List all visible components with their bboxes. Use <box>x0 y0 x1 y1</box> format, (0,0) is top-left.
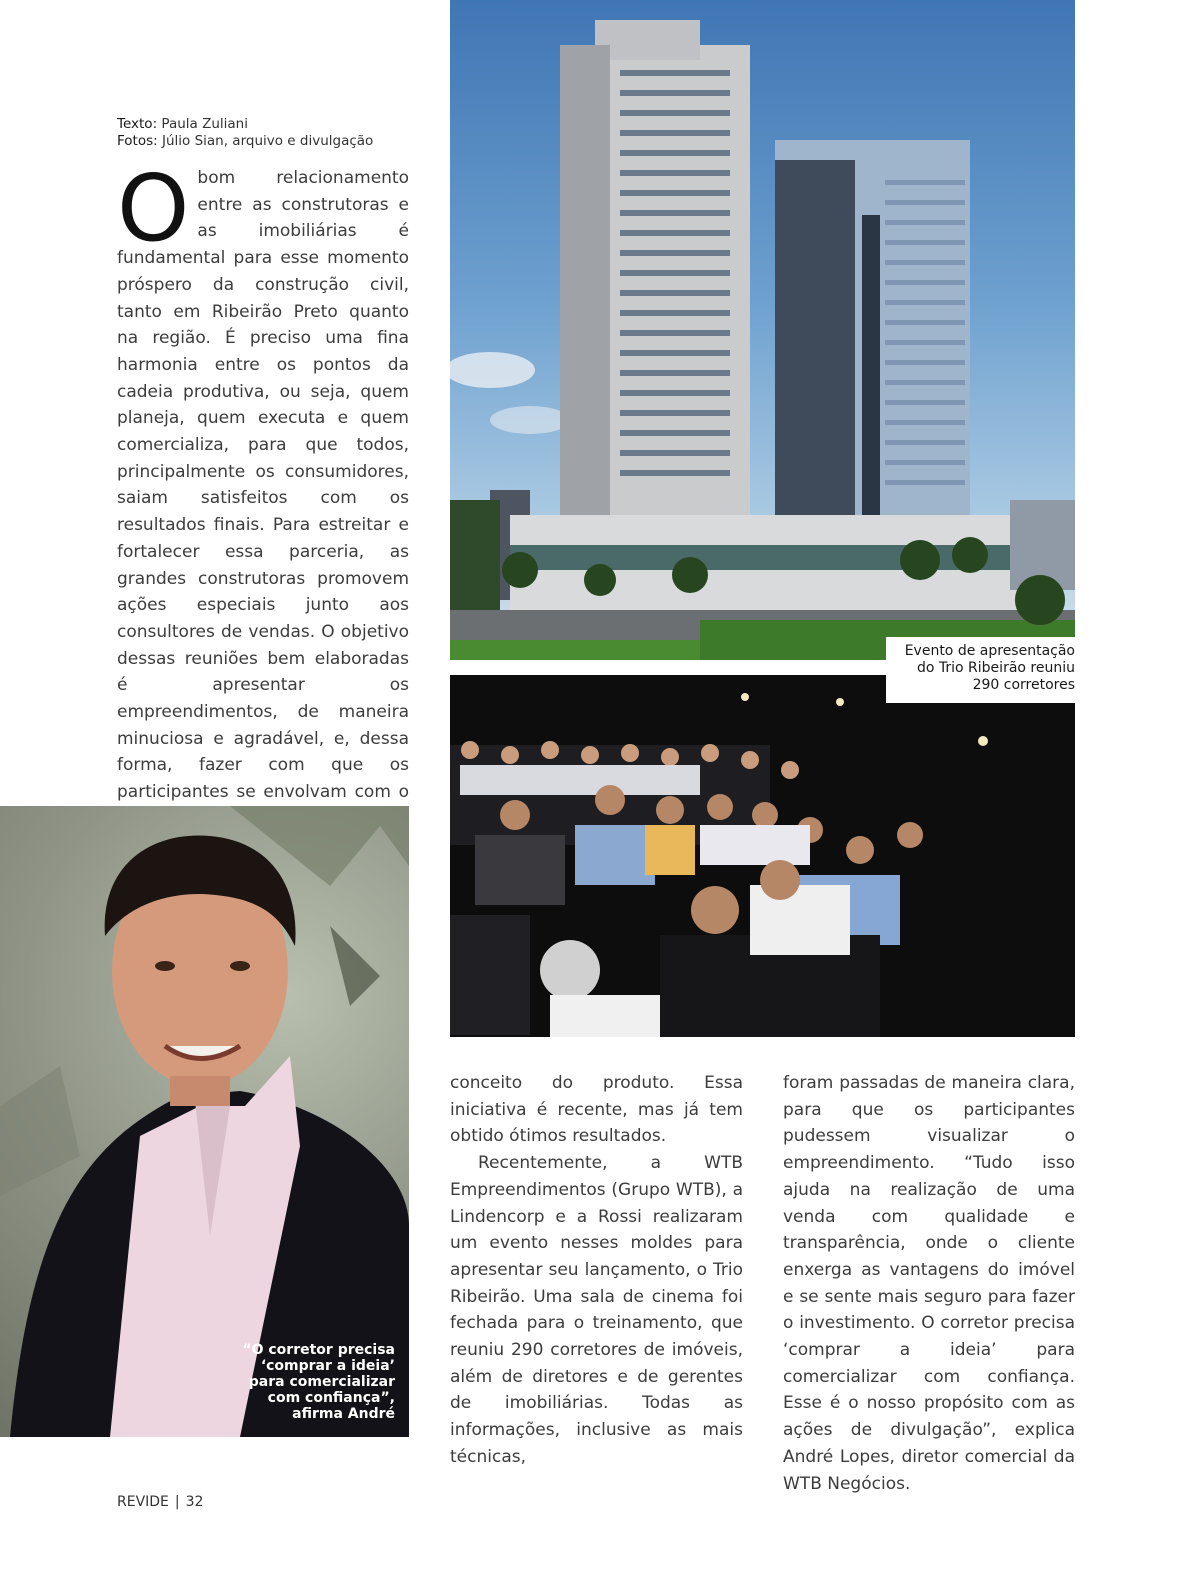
quote-line: para comercializar <box>248 1374 395 1390</box>
magazine-name: REVIDE <box>117 1494 169 1510</box>
article-column-3 <box>783 1070 1075 1497</box>
article-credits <box>117 116 373 150</box>
quote-line: afirma André <box>292 1406 395 1422</box>
photo-credit-label: Fotos: <box>117 133 158 149</box>
footer-separator: | <box>174 1494 180 1510</box>
audience-event-photo <box>450 675 1075 1037</box>
page-footer <box>117 1494 203 1510</box>
page-number: 32 <box>185 1494 204 1510</box>
article-paragraph: Recentemente, a WTB Empreendimentos (Grupo WTB), a Lindencorp e a Rossi realizaram um evento nesses moldes para apresentar seu lançamento, o Trio Ribeirão. Uma sala de cinema foi fechada para o treinamento, que reuniu 290 corretores de imóveis, além de diretores e de gerentes de imobiliárias. Todas as informações, inclusive as mais técnicas, <box>450 1153 743 1467</box>
article-paragraph: foram passadas de maneira clara, para que os participantes pudessem visualizar o empreendimento. “Tudo isso ajuda na realização de uma venda com qualidade e transparência, onde o cliente enxerga as vantagens do imóvel e se sente mais seguro para fazer o investimento. O corretor precisa ‘comprar a ideia’ para comercializar com confiança. Esse é o nosso propósito com as ações de divulgação”, explica André Lopes, diretor comercial da WTB Negócios. <box>783 1073 1075 1494</box>
event-caption <box>890 643 1075 694</box>
article-column-1 <box>117 155 409 833</box>
text-credit <box>117 116 373 133</box>
drop-cap: O <box>117 155 190 262</box>
event-caption-line: 290 corretores <box>972 677 1075 693</box>
text-credit-label: Texto: <box>117 116 158 132</box>
photo-credit-value: Júlio Sian, arquivo e divulgação <box>161 133 374 149</box>
text-credit-value: Paula Zuliani <box>161 116 248 132</box>
quote-line: com confiança”, <box>267 1390 395 1406</box>
quote-line: “O corretor precisa <box>242 1342 395 1358</box>
article-paragraph: conceito do produto. Essa iniciativa é recente, mas já tem obtido ótimos resultados. <box>450 1073 743 1147</box>
photo-credit <box>117 133 373 150</box>
article-paragraph: bom relacionamento entre as construtoras e as imobiliárias é fundamental para esse momento próspero da construção civil, tanto em Ribeirão Preto quanto na região. É preciso uma fina harmonia entre os pontos da cadeia produtiva, ou seja, quem planeja, quem executa e quem comercializa, para que todos, principalmente os consumidores, saiam satisfeitos com os resultados finais. Para estreitar e fortalecer essa parceria, as grandes construtoras promovem ações especiais junto aos consultores de vendas. O objetivo dessas reuniões bem elaboradas é apresentar os empreendimentos, de maneira minuciosa e agradável, e, dessa forma, fazer com que os participantes se envolvam com o <box>117 168 409 803</box>
portrait-quote-caption <box>225 1342 395 1422</box>
event-caption-line: do Trio Ribeirão reuniu <box>917 660 1075 676</box>
event-caption-box <box>886 637 1075 703</box>
event-caption-line: Evento de apresentação <box>904 643 1075 659</box>
building-rendering-photo <box>450 0 1075 660</box>
article-column-2 <box>450 1070 743 1471</box>
quote-line: ‘comprar a ideia’ <box>260 1358 395 1374</box>
